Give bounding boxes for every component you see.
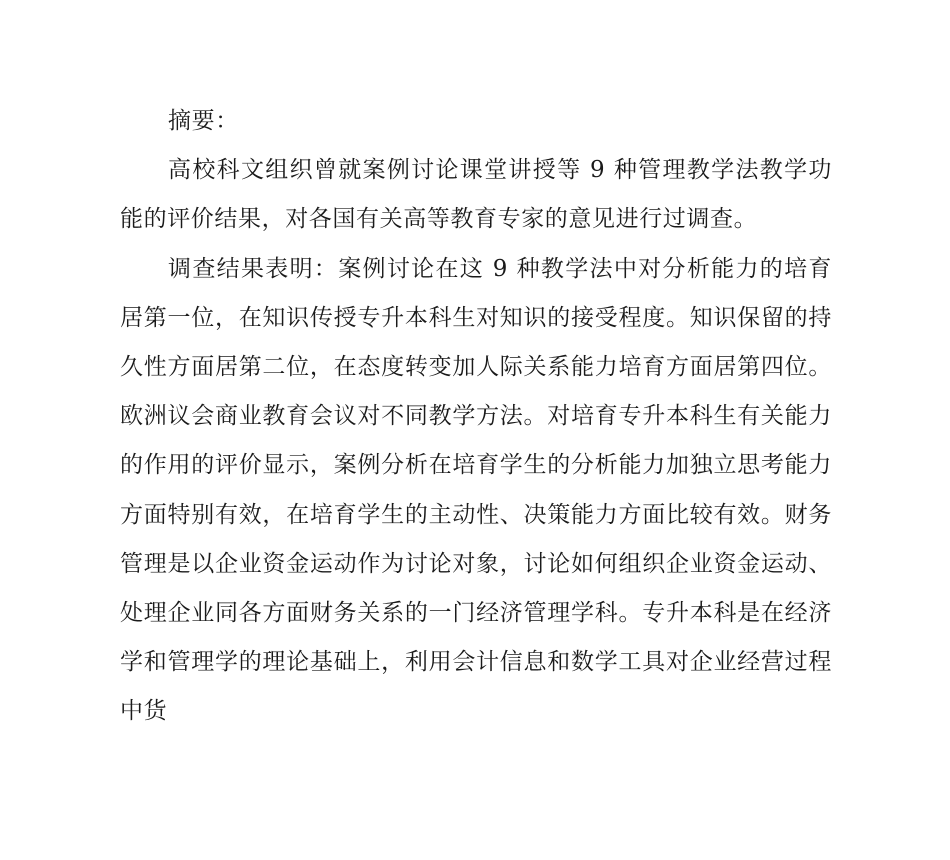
document-body: [120, 97, 832, 737]
paragraph-1: 高校科文组织曾就案例讨论课堂讲授等 9 种管理教学法教学功能的评价结果，对各国有关高等教育专家的意见进行过调查。: [120, 157, 832, 233]
paragraph-2: 调查结果表明：案例讨论在这 9 种教学法中对分析能力的培育居第一位，在知识传授专升本科生对知识的接受程度。知识保留的持久性方面居第二位，在态度转变加人际关系能力培育方面居第四位。欧洲议会商业教育会议对不同教学方法。对培育专升本科生有关能力的作用的评价显示，案例分析在培育学生的分析能力加独立思考能力方面特别有效，在培育学生的主动性、决策能力方面比较有效。财务管理是以企业资金运动作为讨论对象，讨论如何组织企业资金运动、处理企业同各方面财务关系的一门经济管理学科。专升本科是在经济学和管理学的理论基础上，利用会计信息和数学工具对企业经营过程中货: [120, 255, 832, 725]
abstract-heading: 摘要：: [168, 108, 239, 134]
